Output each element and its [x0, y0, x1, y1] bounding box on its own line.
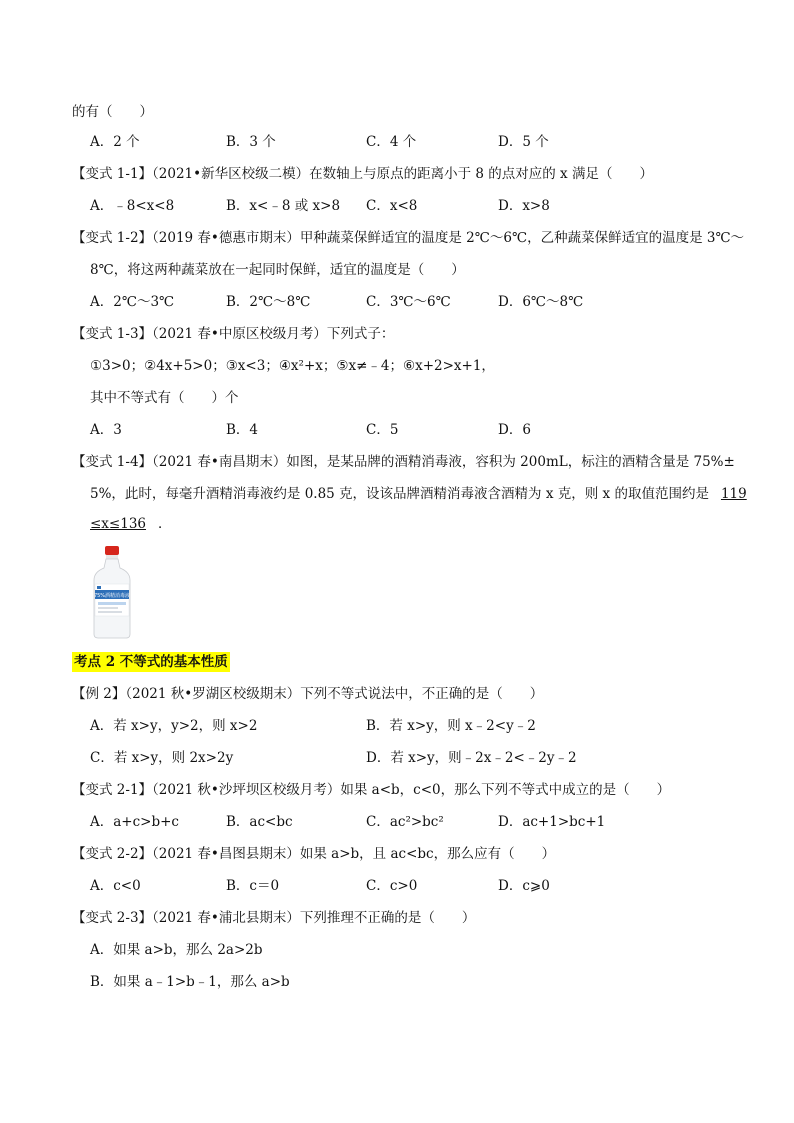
option-d: D．ac+1>bc+1: [498, 814, 606, 830]
option-b: B．2℃～8℃: [226, 294, 311, 310]
period: ．: [158, 516, 172, 532]
option-c: C．x<8: [366, 198, 418, 214]
option-b: B．如果 a﹣1>b﹣1，那么 a>b: [90, 974, 290, 990]
question-tail: 的有（ ）: [72, 104, 153, 120]
section-title-2: 考点 2 不等式的基本性质: [74, 654, 228, 670]
option-a: A．a+c>b+c: [90, 814, 179, 830]
option-b: B．3 个: [226, 134, 276, 150]
option-c: C．ac²>bc²: [366, 814, 444, 830]
option-d: D．c⩾0: [498, 878, 550, 894]
variant-1-4-line2: [90, 484, 747, 504]
example-2: 【例 2】（2021 秋•罗湖区校级期末）下列不等式说法中，不正确的是（ ）: [72, 686, 544, 702]
variant-1-4-line1: 【变式 1-4】（2021 春•南昌期末）如图，是某品牌的酒精消毒液，容积为 200mL，标注的酒精含量是 75%±: [72, 454, 735, 470]
option-b: B．若 x>y，则 x﹣2<y﹣2: [366, 718, 536, 734]
option-a: A．2℃～3℃: [90, 294, 175, 310]
option-a: A．若 x>y，y>2，则 x>2: [90, 718, 258, 734]
option-d: D．若 x>y，则﹣2x﹣2<﹣2y﹣2: [366, 750, 577, 766]
disinfectant-bottle-image: [88, 544, 136, 640]
variant-1-4-text: 5%，此时，每毫升酒精消毒液约是 0.85 克，设该品牌酒精消毒液含酒精为 x 克，则 x 的取值范围约是: [90, 486, 709, 502]
option-a: A．3: [90, 422, 122, 438]
option-d: D．6: [498, 422, 531, 438]
variant-1-2-line1: 【变式 1-2】（2019 春•德惠市期末）甲种蔬菜保鲜适宜的温度是 2℃～6℃，乙种蔬菜保鲜适宜的温度是 3℃～: [72, 230, 745, 246]
variant-1-1: 【变式 1-1】（2021•新华区校级二模）在数轴上与原点的距离小于 8 的点对应的 x 满足（ ）: [72, 166, 653, 182]
variant-1-2-line2: 8℃，将这两种蔬菜放在一起同时保鲜，适宜的温度是（ ）: [90, 262, 465, 278]
variant-2-2: 【变式 2-2】（2021 春•昌图县期末）如果 a>b，且 ac<bc，那么应有（ ）: [72, 846, 556, 862]
option-b: B．ac<bc: [226, 814, 293, 830]
variant-2-3: 【变式 2-3】（2021 春•浦北县期末）下列推理不正确的是（ ）: [72, 910, 476, 926]
option-c: C．3℃～6℃: [366, 294, 451, 310]
option-a: A．2 个: [90, 134, 140, 150]
bottle-label: 75%酒精消毒液: [93, 593, 131, 599]
option-a: A．c<0: [90, 878, 141, 894]
variant-1-4-line3: [90, 514, 172, 534]
option-c: C．若 x>y，则 2x>2y: [90, 750, 234, 766]
option-b: B．4: [226, 422, 259, 438]
option-d: D．x>8: [498, 198, 550, 214]
answer-part2: ≤x≤136: [90, 516, 147, 532]
variant-1-3-question: 其中不等式有（ ）个: [90, 390, 239, 406]
variant-2-1: 【变式 2-1】（2021 秋•沙坪坝区校级月考）如果 a<b，c<0，那么下列不等式中成立的是（ ）: [72, 782, 671, 798]
option-d: D．6℃～8℃: [498, 294, 584, 310]
option-c: C．5: [366, 422, 399, 438]
option-c: C．c>0: [366, 878, 418, 894]
option-a: A．如果 a>b，那么 2a>2b: [90, 942, 263, 958]
option-b: B．x<﹣8 或 x>8: [226, 198, 341, 214]
option-a: A．﹣8<x<8: [90, 198, 175, 214]
variant-1-3-line1: 【变式 1-3】（2021 春•中原区校级月考）下列式子：: [72, 326, 395, 342]
option-d: D．5 个: [498, 134, 549, 150]
option-b: B．c＝0: [226, 878, 280, 894]
option-c: C．4 个: [366, 134, 417, 150]
variant-1-3-expressions: ①3>0；②4x+5>0；③x<3；④x²+x；⑤x≠﹣4；⑥x+2>x+1，: [90, 358, 495, 374]
answer-part1: 119: [720, 486, 747, 502]
